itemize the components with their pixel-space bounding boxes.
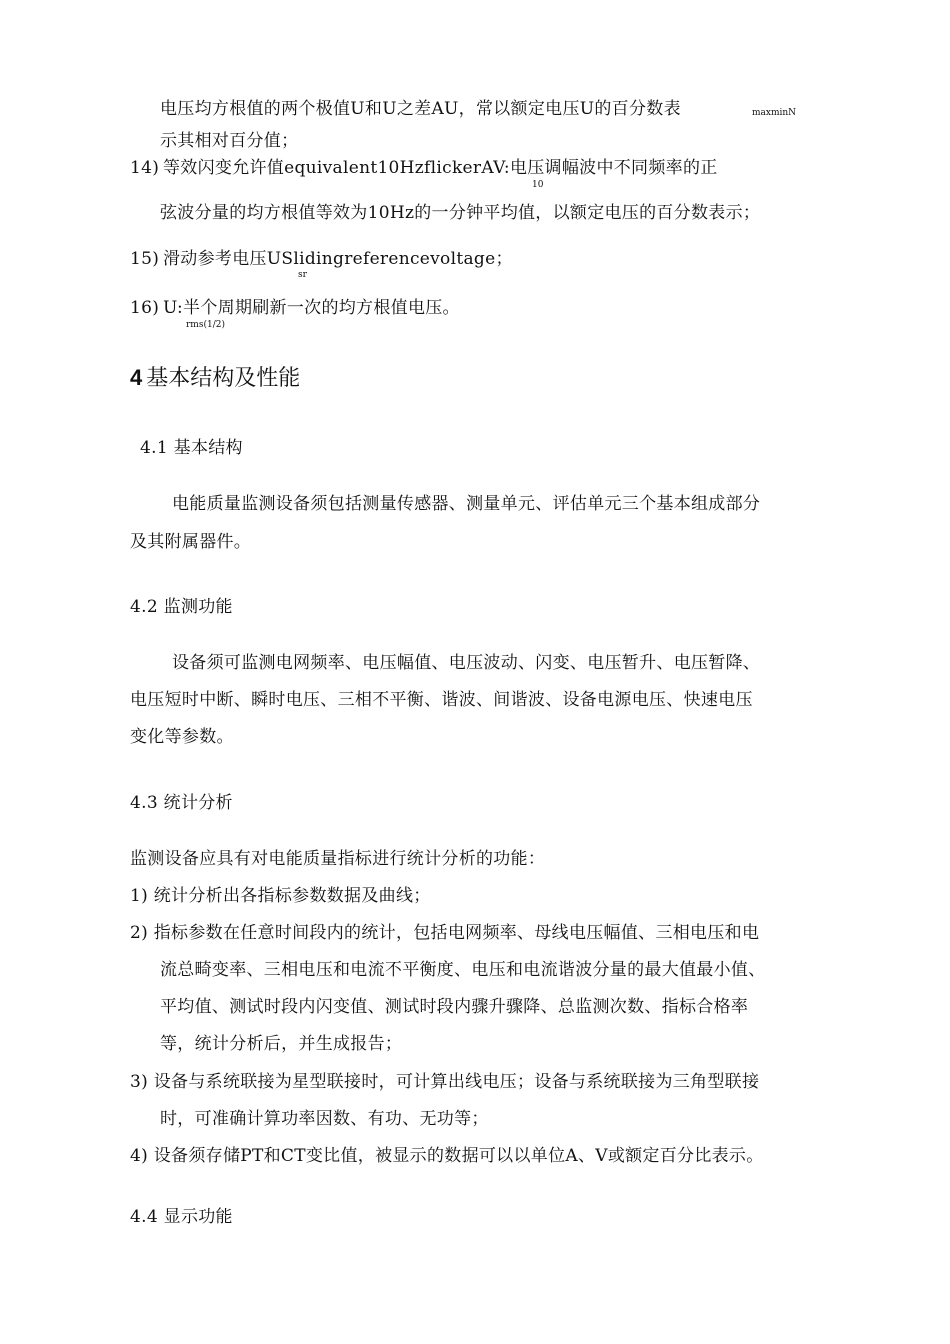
section-heading (130, 364, 300, 393)
subscript: rms(1/2) (186, 320, 225, 330)
definition-line: 弦波分量的均方根值等效为10Hz的一分钟平均值，以额定电压的百分数表示； (160, 203, 761, 223)
definition-item: 等效闪变允许值equivalent10HzflickerAV:电压调幅波中不同频率的正 (163, 158, 718, 178)
list-item: 4) 设备须存储PT和CT变比值，被显示的数据可以以单位A、V或额定百分比表示。 (130, 1146, 764, 1166)
list-number: 14) (130, 158, 160, 178)
list-number: 15) (130, 249, 160, 269)
definition-item: 滑动参考电压USlidingreferencevoltage； (163, 249, 513, 269)
paragraph-line: 电能质量监测设备须包括测量传感器、测量单元、评估单元三个基本组成部分 (172, 494, 761, 514)
paragraph-line: 及其附属器件。 (130, 532, 252, 552)
paragraph-line: 设备须可监测电网频率、电压幅值、电压波动、闪变、电压暂升、电压暂降、 (172, 653, 761, 673)
list-item: 2) 指标参数在任意时间段内的统计，包括电网频率、母线电压幅值、三相电压和电 (130, 923, 760, 943)
list-item-continued: 等，统计分析后，并生成报告； (160, 1034, 403, 1054)
subsection-heading: 4.3 统计分析 (130, 793, 233, 813)
subsection-heading: 4.1 基本结构 (140, 438, 243, 458)
definition-item: U:半个周期刷新一次的均方根值电压。 (163, 298, 460, 318)
list-item: 3) 设备与系统联接为星型联接时，可计算出线电压；设备与系统联接为三角型联接 (130, 1072, 760, 1092)
list-item-continued: 平均值、测试时段内闪变值、测试时段内骤升骤降、总监测次数、指标合格率 (160, 997, 749, 1017)
subscript: sr (298, 270, 307, 280)
section-number: 4 (130, 365, 143, 390)
paragraph-line: 变化等参数。 (130, 727, 234, 747)
paragraph-line: 电压短时中断、瞬时电压、三相不平衡、谐波、间谐波、设备电源电压、快速电压 (130, 690, 753, 710)
subsection-heading: 4.2 监测功能 (130, 597, 233, 617)
subscript: 10 (532, 180, 544, 190)
subscript: maxminN (752, 108, 797, 118)
paragraph-line: 监测设备应具有对电能质量指标进行统计分析的功能： (130, 849, 546, 869)
definition-line: 示其相对百分值； (160, 131, 299, 151)
section-title: 基本结构及性能 (146, 366, 301, 391)
list-number: 16) (130, 298, 160, 318)
list-item-continued: 流总畸变率、三相电压和电流不平衡度、电压和电流谐波分量的最大值最小值、 (160, 960, 766, 980)
list-item: 1) 统计分析出各指标参数数据及曲线； (130, 886, 431, 906)
subsection-heading: 4.4 显示功能 (130, 1207, 233, 1227)
list-item-continued: 时，可准确计算功率因数、有功、无功等； (160, 1109, 489, 1129)
definition-line: 电压均方根值的两个极值U和U之差AU，常以额定电压U的百分数表 (160, 99, 681, 119)
